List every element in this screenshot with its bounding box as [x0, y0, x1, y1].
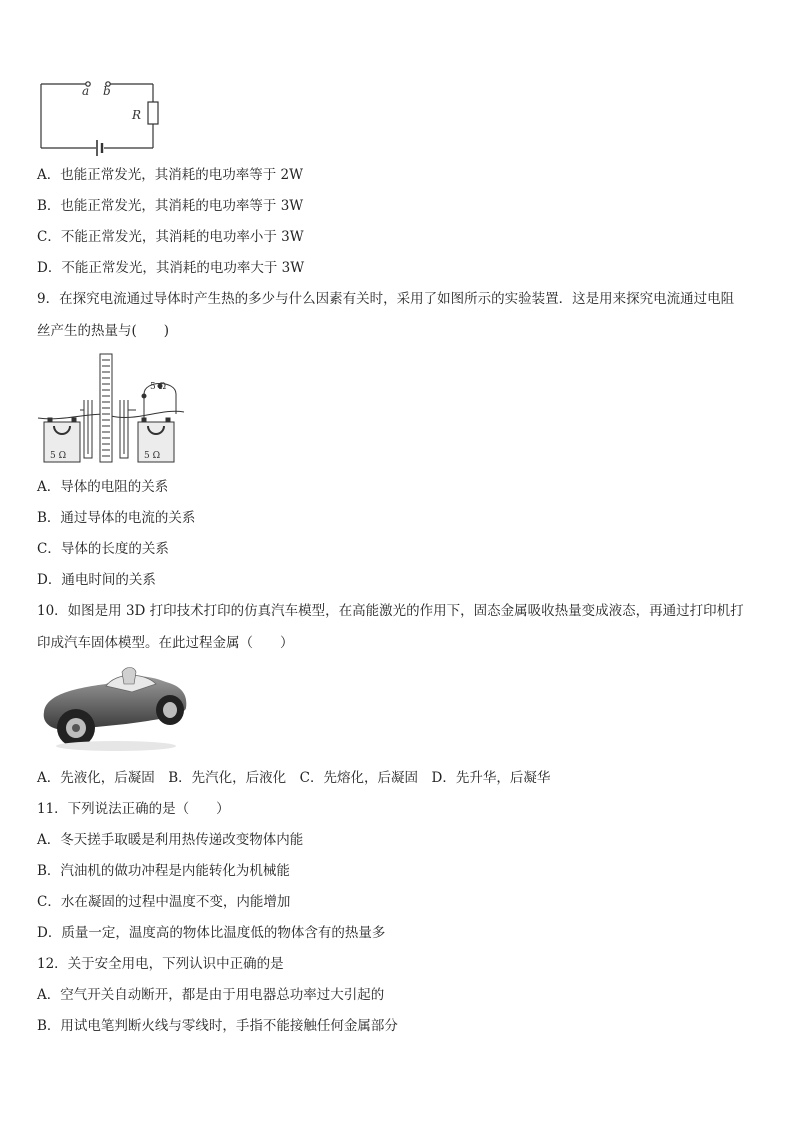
q9-stem-line2: 丝产生的热量与( ): [37, 323, 170, 339]
3d-printed-car-image: [36, 664, 194, 754]
q9-option-b: B．通过导体的电流的关系: [37, 510, 196, 526]
q8-option-a: A．也能正常发光，其消耗的电功率等于 2W: [37, 167, 304, 183]
q11-option-d: D．质量一定，温度高的物体比温度低的物体含有的热量多: [37, 925, 386, 941]
q8-option-c: C．不能正常发光，其消耗的电功率小于 3W: [37, 229, 304, 245]
resistor-r-label: R: [132, 108, 142, 122]
q9-option-d: D．通电时间的关系: [37, 572, 156, 588]
q10-options: A．先液化，后凝固 B．先汽化，后液化 C．先熔化，后凝固 D．先升华，后凝华: [37, 770, 551, 786]
circuit-diagram: [36, 76, 166, 160]
q10-stem-line1: 10．如图是用 3D 打印技术打印的仿真汽车模型，在高能激光的作用下，固态金属吸收热量变成液态，再通过打印机打: [37, 603, 744, 619]
resistor-left-label: 5 Ω: [50, 451, 67, 461]
q11-option-c: C．水在凝固的过程中温度不变，内能增加: [37, 894, 291, 910]
q9-option-c: C．导体的长度的关系: [37, 541, 169, 557]
terminal-b-label: b: [103, 84, 111, 98]
q12-stem: 12．关于安全用电，下列认识中正确的是: [37, 956, 284, 972]
q11-stem: 11．下列说法正确的是（ ）: [37, 801, 230, 817]
q9-stem-line1: 9．在探究电流通过导体时产生热的多少与什么因素有关时，采用了如图所示的实验装置．这是用来探究电流通过电阻: [37, 291, 735, 307]
q8-option-d: D．不能正常发光，其消耗的电功率大于 3W: [37, 260, 305, 276]
q10-stem-line2: 印成汽车固体模型。在此过程金属（ ）: [37, 635, 294, 651]
q11-option-b: B．汽油机的做功冲程是内能转化为机械能: [37, 863, 290, 879]
q9-option-a: A．导体的电阻的关系: [37, 479, 169, 495]
resistor-right-label: 5 Ω: [144, 451, 161, 461]
q12-option-b: B．用试电笔判断火线与零线时，手指不能接触任何金属部分: [37, 1018, 398, 1034]
q8-option-b: B．也能正常发光，其消耗的电功率等于 3W: [37, 198, 304, 214]
q12-option-a: A．空气开关自动断开，都是由于用电器总功率过大引起的: [37, 987, 385, 1003]
heating-experiment-diagram: [36, 350, 186, 470]
resistor-top-label: 5 Ω: [150, 382, 167, 392]
terminal-a-label: a: [82, 84, 90, 98]
q11-option-a: A．冬天搓手取暖是利用热传递改变物体内能: [37, 832, 304, 848]
